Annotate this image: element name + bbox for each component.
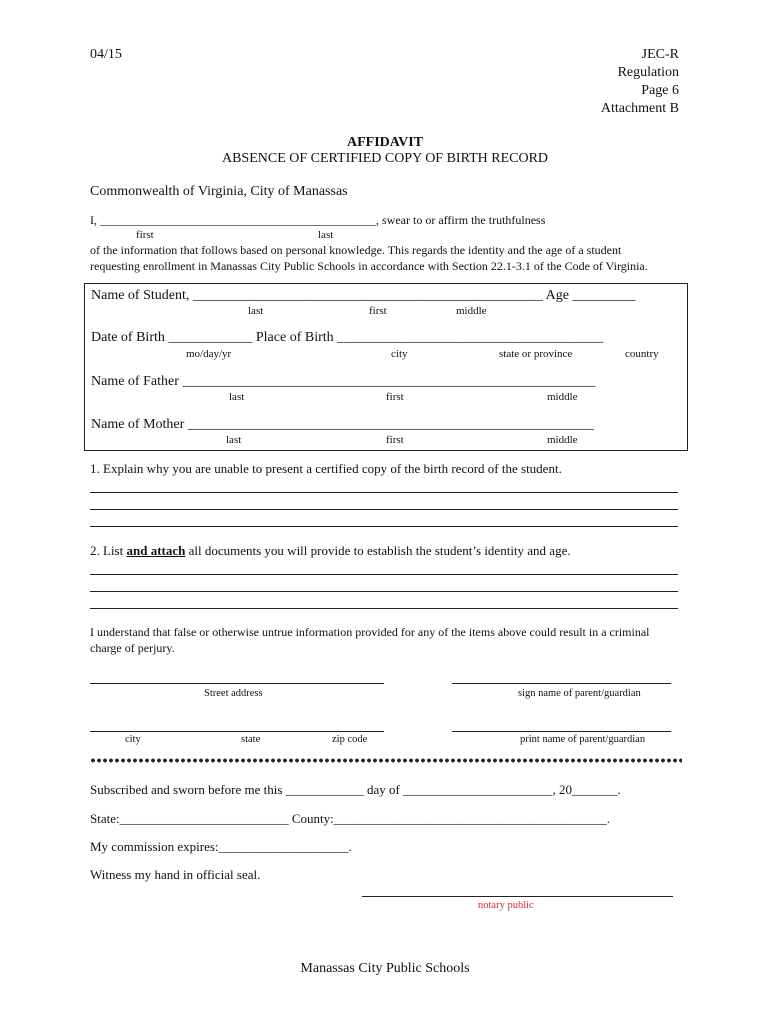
answer-1-line-2[interactable]: [90, 509, 678, 510]
page-number: Page 6: [641, 83, 679, 98]
state-label: state: [241, 734, 261, 745]
perjury-line1: I understand that false or otherwise untrue information provided for any of the items above could result in a criminal: [90, 625, 650, 639]
zip-label: zip code: [332, 734, 368, 745]
form-date: 04/15: [90, 47, 122, 62]
mother-row: [91, 417, 594, 433]
oath-label-first: first: [136, 229, 154, 241]
father-sub-middle: middle: [547, 391, 578, 403]
attachment-label: Attachment B: [600, 101, 679, 116]
year-prefix: , 20: [552, 782, 573, 797]
footer-organization: Manassas City Public Schools: [300, 961, 470, 976]
oath-name-field[interactable]: ______________________________________________: [100, 213, 376, 227]
question-2-emphasis: and attach: [126, 543, 186, 558]
oath-line: [90, 213, 545, 228]
answer-2-line-3[interactable]: [90, 608, 678, 609]
dob-label: Date of Birth: [91, 330, 165, 345]
student-name-label: Name of Student,: [91, 288, 190, 303]
age-label: Age: [545, 288, 569, 303]
student-sub-middle: middle: [456, 305, 487, 317]
question-1: 1. Explain why you are unable to present a certified copy of the birth record of the student.: [90, 461, 562, 476]
mother-sub-first: first: [386, 434, 404, 446]
oath-prefix: I,: [90, 213, 100, 227]
notary-signature-field[interactable]: [362, 896, 673, 897]
pob-sub-city: city: [391, 348, 408, 360]
regulation-code: JEC-R: [641, 47, 679, 62]
county-label: County:: [291, 811, 334, 826]
subscribed-prefix: Subscribed and sworn before me this: [90, 782, 283, 797]
year-field[interactable]: _______.: [572, 782, 621, 797]
student-name-field[interactable]: __________________________________________________: [192, 288, 543, 303]
subscribed-line: [90, 782, 621, 798]
father-sub-last: last: [229, 391, 245, 403]
regulation-type: Regulation: [617, 65, 679, 80]
commission-field[interactable]: ____________________.: [218, 839, 352, 854]
state-county-line: [90, 811, 610, 827]
commission-line: [90, 839, 352, 855]
witness-statement: Witness my hand in official seal.: [90, 867, 261, 882]
pob-sub-state: state or province: [499, 348, 573, 360]
age-field[interactable]: _________: [572, 288, 636, 303]
pob-label: Place of Birth: [255, 330, 334, 345]
notary-state-field[interactable]: __________________________: [119, 811, 289, 826]
student-sub-first: first: [369, 305, 387, 317]
mother-sub-last: last: [226, 434, 242, 446]
notary-state-label: State:: [90, 811, 120, 826]
student-name-row: [91, 288, 635, 304]
oath-suffix: , swear to or affirm the truthfulness: [376, 213, 546, 227]
perjury-line2: charge of perjury.: [90, 641, 175, 655]
day-of-label: day of: [366, 782, 400, 797]
street-address-field[interactable]: [90, 683, 384, 684]
father-row: [91, 374, 595, 390]
answer-1-line-1[interactable]: [90, 492, 678, 493]
oath-label-last: last: [318, 229, 334, 241]
pob-sub-country: country: [625, 348, 659, 360]
print-name-label: print name of parent/guardian: [520, 734, 646, 745]
dob-sub-label: mo/day/yr: [186, 348, 232, 360]
jurisdiction: Commonwealth of Virginia, City of Manassas: [90, 184, 348, 199]
notary-public-label: notary public: [478, 900, 534, 911]
father-label: Name of Father: [91, 374, 179, 389]
commission-label: My commission expires:: [90, 839, 219, 854]
county-field[interactable]: __________________________________________.: [333, 811, 611, 826]
city-state-zip-field[interactable]: [90, 731, 384, 732]
oath-text-line1: of the information that follows based on personal knowledge. This regards the identity and the age of a student: [90, 243, 622, 257]
answer-2-line-1[interactable]: [90, 574, 678, 575]
print-name-field[interactable]: [452, 731, 671, 732]
question-2-prefix: 2. List: [90, 543, 127, 558]
sign-name-field[interactable]: [452, 683, 671, 684]
dob-field[interactable]: ____________: [168, 330, 253, 345]
student-sub-last: last: [248, 305, 264, 317]
birth-row: [91, 330, 603, 346]
dotted-separator: [90, 758, 682, 763]
document-subtitle: ABSENCE OF CERTIFIED COPY OF BIRTH RECORD: [221, 151, 549, 166]
mother-field[interactable]: __________________________________________________________: [187, 417, 594, 432]
sign-name-label: sign name of parent/guardian: [518, 688, 641, 699]
father-field[interactable]: ___________________________________________________________: [182, 374, 596, 389]
father-sub-first: first: [386, 391, 404, 403]
day-field[interactable]: ____________: [285, 782, 364, 797]
answer-2-line-2[interactable]: [90, 591, 678, 592]
city-label: city: [125, 734, 141, 745]
question-2: [90, 543, 571, 559]
mother-sub-middle: middle: [547, 434, 578, 446]
document-title: AFFIDAVIT: [347, 135, 423, 150]
oath-text-line2: requesting enrollment in Manassas City Public Schools in accordance with Section 22.1-3.1 of the Code of Virginia.: [90, 259, 648, 273]
question-2-suffix: all documents you will provide to establish the student’s identity and age.: [185, 543, 571, 558]
pob-field[interactable]: ______________________________________: [337, 330, 604, 345]
mother-label: Name of Mother: [91, 417, 185, 432]
month-field[interactable]: _______________________: [403, 782, 553, 797]
street-address-label: Street address: [204, 688, 263, 699]
answer-1-line-3[interactable]: [90, 526, 678, 527]
